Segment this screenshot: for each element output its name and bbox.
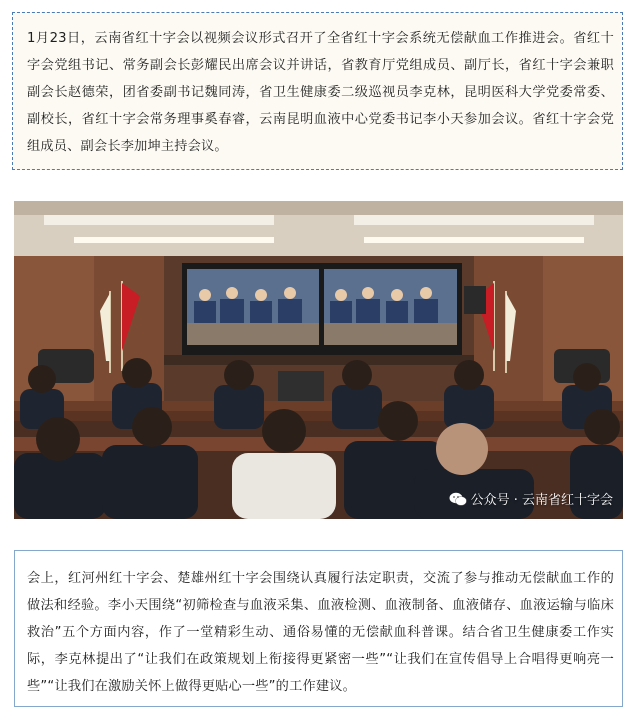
meeting-photo: [14, 201, 623, 519]
intro-paragraph: 1月23日，云南省红十字会以视频会议形式召开了全省红十字会系统无偿献血工作推进会。省红十字会党组书记、常务副会长彭耀民出席会议并讲话，省教育厅党组成员、副厅长，省红十字会兼职副会长赵德荣，团省委副书记魏同涛，省卫生健康委二级巡视员李克林，昆明医科大学党委常委、副校长，省红十字会常务理事奚春睿，云南昆明血液中心党委书记李小天参加会议。省红十字会党组成员、副会长李加坤主持会议。: [27, 31, 614, 154]
summary-box: [14, 550, 623, 707]
wechat-icon: [449, 492, 467, 506]
meeting-photo-illustration: [14, 201, 623, 519]
intro-box: [12, 12, 623, 170]
photo-watermark: [449, 489, 613, 508]
summary-paragraph: 会上，红河州红十字会、楚雄州红十字会围绕认真履行法定职责，交流了参与推动无偿献血工作的做法和经验。李小天围绕“初筛检查与血液采集、血液检测、血液制备、血液储存、血液运输与临床救治”五个方面内容，作了一堂精彩生动、通俗易懂的无偿献血科普课。结合省卫生健康委工作实际，李克林提出了“让我们在政策规划上衔接得更紧密一些”“让我们在宣传倡导上合唱得更响亮一些”“让我们在激励关怀上做得更贴心一些”的工作建议。: [27, 571, 614, 694]
watermark-text: 公众号 · 云南省红十字会: [470, 493, 613, 508]
